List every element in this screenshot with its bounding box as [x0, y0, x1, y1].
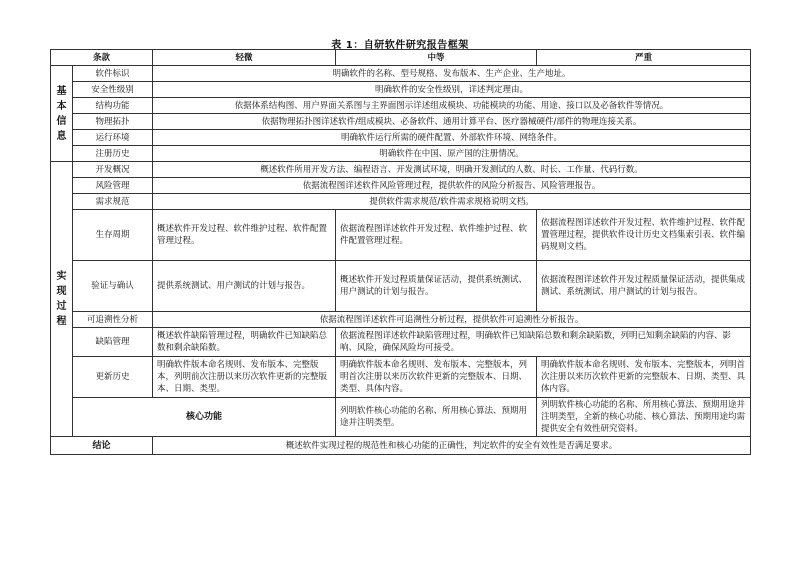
item-risk-management: 风险管理 — [73, 178, 153, 194]
table-row — [51, 312, 751, 328]
header-major: 严重 — [537, 50, 751, 66]
category-implementation: 实 现 过 程 — [51, 162, 73, 437]
cell-lifecycle-moderate: 依据流程图详述软件开发过程、软件维护过程、软件配置管理过程。 — [336, 210, 537, 261]
item-conclusion: 结论 — [51, 437, 153, 455]
item-verification: 验证与确认 — [73, 261, 153, 312]
item-registration-history: 注册历史 — [73, 146, 153, 162]
cell-software-id: 明确软件的名称、型号规格、发布版本、生产企业、生产地址。 — [153, 66, 751, 82]
table-caption: 表 1：自研软件研究报告框架 — [331, 40, 469, 51]
cell-update-moderate: 明确软件版本命名规则、发布版本、完整版本，列明首次注册以来历次软件更新的完整版本、日期、类型、具体内容。 — [336, 357, 537, 398]
table-row — [51, 98, 751, 114]
table-row — [51, 162, 751, 178]
cell-dev-overview: 概述软件所用开发方法、编程语言、开发测试环境，明确开发测试的人数、时长、工作量、代码行数。 — [153, 162, 751, 178]
cell-requirements: 提供软件需求规范/软件需求规格说明文档。 — [153, 194, 751, 210]
table-row — [51, 146, 751, 162]
item-core-function: 核心功能 — [73, 398, 336, 437]
table-row — [51, 328, 751, 357]
cell-structure-function: 依据体系结构图、用户界面关系图与主界面图示详述组成模块、功能模块的功能、用途、接口以及必备软件等情况。 — [153, 98, 751, 114]
table-row — [51, 194, 751, 210]
cell-update-major: 明确软件版本命名规则、发布版本、完整版本，列明首次注册以来历次软件更新的完整版本、日期、类型、具体内容。 — [537, 357, 751, 398]
header-clause: 条款 — [51, 50, 153, 66]
item-software-id: 软件标识 — [73, 66, 153, 82]
cell-verification-major: 依据流程图详述软件开发过程质量保证活动，提供集成测试、系统测试、用户测试的计划与报告。 — [537, 261, 751, 312]
item-update-history: 更新历史 — [73, 357, 153, 398]
item-structure-function: 结构功能 — [73, 98, 153, 114]
table-row — [51, 437, 751, 455]
report-framework-table — [50, 49, 751, 455]
item-defect-management: 缺陷管理 — [73, 328, 153, 357]
cell-verification-moderate: 概述软件开发过程质量保证活动，提供系统测试、用户测试的计划与报告。 — [336, 261, 537, 312]
cell-risk-management: 依据流程图详述软件风险管理过程，提供软件的风险分析报告、风险管理报告。 — [153, 178, 751, 194]
table-row — [51, 130, 751, 146]
cell-defect-minor: 概述软件缺陷管理过程，明确软件已知缺陷总数和剩余缺陷数。 — [153, 328, 336, 357]
table-row — [51, 178, 751, 194]
item-traceability: 可追溯性分析 — [73, 312, 153, 328]
item-physical-topology: 物理拓扑 — [73, 114, 153, 130]
cell-lifecycle-minor: 概述软件开发过程、软件维护过程、软件配置管理过程。 — [153, 210, 336, 261]
item-safety-level: 安全性级别 — [73, 82, 153, 98]
table-row — [51, 66, 751, 82]
table-row — [51, 261, 751, 312]
item-lifecycle: 生存周期 — [73, 210, 153, 261]
item-runtime-env: 运行环境 — [73, 130, 153, 146]
cell-conclusion: 概述软件实现过程的规范性和核心功能的正确性，判定软件的安全有效性是否满足要求。 — [153, 437, 751, 455]
cell-traceability: 依据流程图详述软件可追溯性分析过程，提供软件可追溯性分析报告。 — [153, 312, 751, 328]
header-moderate: 中等 — [336, 50, 537, 66]
cell-update-minor: 明确软件版本命名规则、发布版本、完整版本，列明前次注册以来历次软件更新的完整版本、日期、类型。 — [153, 357, 336, 398]
table-row — [51, 398, 751, 437]
cell-registration-history: 明确软件在中国、原产国的注册情况。 — [153, 146, 751, 162]
cell-lifecycle-major: 依据流程图详述软件开发过程、软件维护过程、软件配置管理过程，提供软件设计历史文档集索引表、软件编码规则文档。 — [537, 210, 751, 261]
cell-safety-level: 明确软件的安全性级别，详述判定理由。 — [153, 82, 751, 98]
header-minor: 轻微 — [153, 50, 336, 66]
item-dev-overview: 开发概况 — [73, 162, 153, 178]
item-requirements: 需求规范 — [73, 194, 153, 210]
cell-runtime-env: 明确软件运行所需的硬件配置、外部软件环境、网络条件。 — [153, 130, 751, 146]
cell-defect-moderate-major: 依据流程图详述软件缺陷管理过程，明确软件已知缺陷总数和剩余缺陷数，列明已知剩余缺陷的内容、影响、风险，确保风险均可接受。 — [336, 328, 751, 357]
table-row — [51, 114, 751, 130]
cell-verification-minor: 提供系统测试、用户测试的计划与报告。 — [153, 261, 336, 312]
cell-core-minor: 列明软件核心功能的名称、所用核心算法、预期用途并注明类型。 — [336, 398, 537, 437]
table-row — [51, 82, 751, 98]
table-row — [51, 357, 751, 398]
category-basic-info: 基 本 信 息 — [51, 66, 73, 162]
cell-core-moderate-major: 列明软件核心功能的名称、所用核心算法、预期用途并注明类型，全新的核心功能、核心算法、预期用途均需提供安全有效性研究资料。 — [537, 398, 751, 437]
table-row — [51, 210, 751, 261]
cell-physical-topology: 依据物理拓扑图详述软件/组成模块、必备软件、通用计算平台、医疗器械硬件/部件的物理连接关系。 — [153, 114, 751, 130]
header-row — [51, 50, 751, 66]
